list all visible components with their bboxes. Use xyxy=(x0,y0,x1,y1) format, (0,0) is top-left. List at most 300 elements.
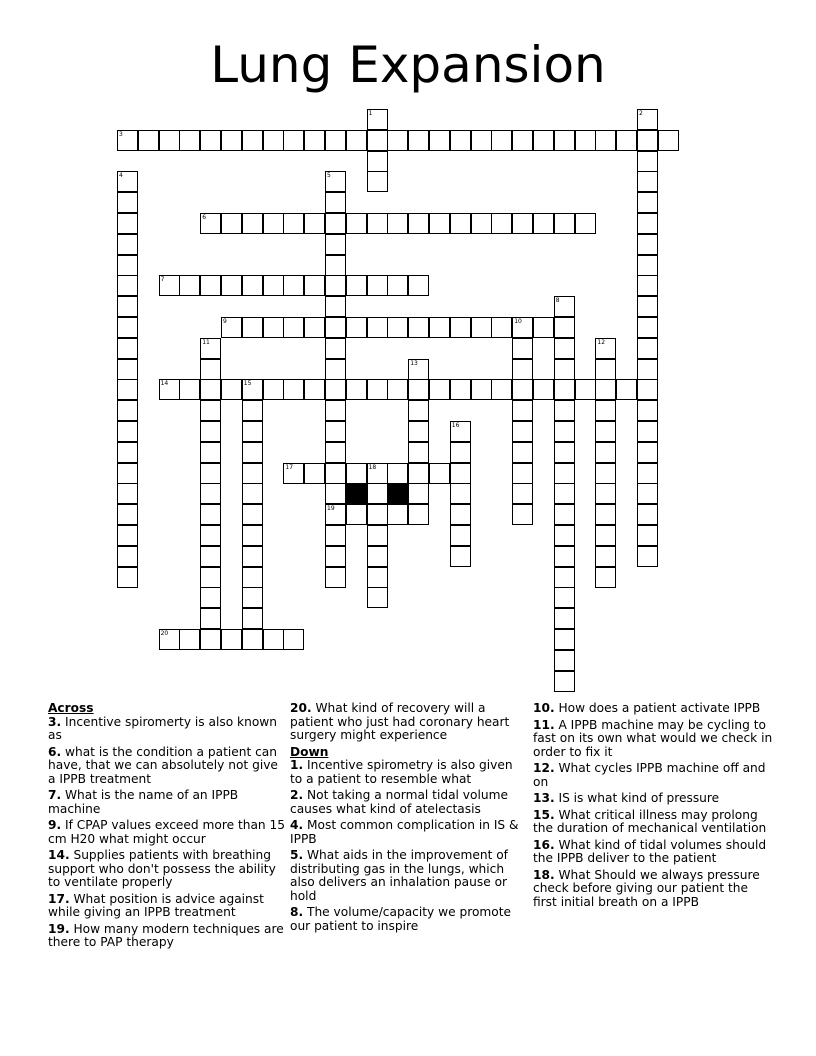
grid-cell[interactable] xyxy=(450,483,471,504)
grid-cell[interactable] xyxy=(595,379,616,400)
grid-cell[interactable] xyxy=(283,463,304,484)
grid-cell[interactable] xyxy=(200,338,221,359)
grid-cell[interactable] xyxy=(491,213,512,234)
grid-cell[interactable] xyxy=(117,234,138,255)
grid-cell[interactable] xyxy=(408,442,429,463)
clues-column-1 xyxy=(48,702,288,953)
grid-cell[interactable] xyxy=(304,379,325,400)
grid-cell[interactable] xyxy=(512,442,533,463)
grid-cell[interactable] xyxy=(429,317,450,338)
grid-cell[interactable] xyxy=(242,608,263,629)
grid-cell[interactable] xyxy=(117,442,138,463)
clue-down-13: 13. IS is what kind of pressure xyxy=(533,791,720,805)
grid-cell[interactable] xyxy=(117,171,138,192)
clue-across-20: 20. What kind of recovery will a patient who just had coronary heart surgery might experience xyxy=(290,701,510,742)
grid-cell[interactable] xyxy=(242,275,263,296)
grid-cell[interactable] xyxy=(242,483,263,504)
grid-cell[interactable] xyxy=(637,442,658,463)
grid-cell[interactable] xyxy=(491,379,512,400)
grid-cell[interactable] xyxy=(533,213,554,234)
grid-cell[interactable] xyxy=(325,234,346,255)
grid-cell[interactable] xyxy=(512,130,533,151)
grid-cell[interactable] xyxy=(595,338,616,359)
grid-cell[interactable] xyxy=(200,130,221,151)
grid-cell[interactable] xyxy=(554,587,575,608)
grid-cell[interactable] xyxy=(387,463,408,484)
cell-number: 20 xyxy=(160,630,169,637)
clue-across-14: 14. Supplies patients with breathing support who don't possess the ability to ventilate properly xyxy=(48,848,276,889)
grid-cell[interactable] xyxy=(512,379,533,400)
grid-cell[interactable] xyxy=(512,463,533,484)
grid-cell[interactable] xyxy=(429,463,450,484)
grid-cell[interactable] xyxy=(450,504,471,525)
cell-number: 18 xyxy=(368,463,377,471)
grid-cell[interactable] xyxy=(200,483,221,504)
grid-cell[interactable] xyxy=(242,421,263,442)
grid-cell[interactable] xyxy=(429,130,450,151)
grid-cell[interactable] xyxy=(117,567,138,588)
grid-cell[interactable] xyxy=(637,192,658,213)
grid-cell[interactable] xyxy=(450,130,471,151)
grid-cell[interactable] xyxy=(200,421,221,442)
cell-number: 15 xyxy=(243,380,252,388)
grid-cell[interactable] xyxy=(263,275,284,296)
grid-cell[interactable] xyxy=(283,213,304,234)
grid-cell[interactable] xyxy=(554,671,575,692)
clue-down-4: 4. Most common complication in IS & IPPB xyxy=(290,818,519,846)
grid-cell[interactable] xyxy=(242,567,263,588)
grid-cell[interactable] xyxy=(512,359,533,380)
grid-cell[interactable] xyxy=(242,317,263,338)
grid-cell[interactable] xyxy=(242,130,263,151)
grid-cell[interactable] xyxy=(554,296,575,317)
grid-cell[interactable] xyxy=(637,338,658,359)
cell-number: 14 xyxy=(160,380,169,388)
grid-cell[interactable] xyxy=(450,379,471,400)
clue-across-19: 19. How many modern techniques are there to PAP therapy xyxy=(48,921,284,949)
grid-cell[interactable] xyxy=(117,546,138,567)
grid-cell[interactable] xyxy=(242,525,263,546)
grid-cell[interactable] xyxy=(554,400,575,421)
grid-cell[interactable] xyxy=(554,338,575,359)
grid-cell[interactable] xyxy=(117,296,138,317)
grid-cell[interactable] xyxy=(429,213,450,234)
grid-cell[interactable] xyxy=(304,213,325,234)
grid-cell[interactable] xyxy=(325,275,346,296)
grid-cell[interactable] xyxy=(367,109,388,130)
grid-cell[interactable] xyxy=(471,379,492,400)
grid-cell[interactable] xyxy=(637,525,658,546)
grid-cell[interactable] xyxy=(221,130,242,151)
clue-down-18: 18. What Should we always pressure check before giving our patient the first initial breath on a IPPB xyxy=(533,867,760,909)
grid-cell[interactable] xyxy=(554,442,575,463)
grid-cell[interactable] xyxy=(637,379,658,400)
grid-cell[interactable] xyxy=(637,296,658,317)
clue-across-6: 6. what is the condition a patient can have, that we can absolutely not give a IPPB treatment xyxy=(48,744,278,786)
grid-cell[interactable] xyxy=(637,359,658,380)
grid-cell[interactable] xyxy=(117,379,138,400)
grid-cell[interactable] xyxy=(117,463,138,484)
grid-cell[interactable] xyxy=(429,379,450,400)
grid-cell[interactable] xyxy=(408,483,429,504)
across-heading: Across xyxy=(48,701,94,715)
grid-cell[interactable] xyxy=(117,400,138,421)
grid-cell[interactable] xyxy=(367,275,388,296)
grid-cell[interactable] xyxy=(554,567,575,588)
grid-cell[interactable] xyxy=(450,546,471,567)
clue-down-15: 15. What critical illness may prolong the duration of mechanical ventilation xyxy=(533,807,767,835)
grid-cell[interactable] xyxy=(595,525,616,546)
grid-cell[interactable] xyxy=(159,379,180,400)
grid-cell[interactable] xyxy=(512,338,533,359)
grid-cell[interactable] xyxy=(325,421,346,442)
grid-cell[interactable] xyxy=(554,504,575,525)
cell-number: 10 xyxy=(514,318,522,325)
grid-cell[interactable] xyxy=(325,338,346,359)
grid-cell[interactable] xyxy=(325,525,346,546)
clue-down-8: 8. The volume/capacity we promote our patient to inspire xyxy=(290,905,512,933)
clue-across-7: 7. What is the name of an IPPB machine xyxy=(48,788,239,816)
grid-cell[interactable] xyxy=(471,317,492,338)
grid-cell[interactable] xyxy=(637,317,658,338)
grid-cell[interactable] xyxy=(595,546,616,567)
grid-cell[interactable] xyxy=(512,421,533,442)
grid-cell[interactable] xyxy=(283,317,304,338)
grid-cell[interactable] xyxy=(283,130,304,151)
grid-cell[interactable] xyxy=(450,317,471,338)
grid-cell[interactable] xyxy=(595,359,616,380)
grid-cell[interactable] xyxy=(179,379,200,400)
grid-cell[interactable] xyxy=(304,463,325,484)
grid-cell[interactable] xyxy=(117,213,138,234)
grid-cell[interactable] xyxy=(325,379,346,400)
cell-number: 3 xyxy=(119,130,123,138)
grid-cell[interactable] xyxy=(346,213,367,234)
grid-cell[interactable] xyxy=(637,171,658,192)
grid-cell[interactable] xyxy=(575,379,596,400)
grid-cell[interactable] xyxy=(263,629,284,650)
grid-cell[interactable] xyxy=(117,525,138,546)
grid-cell[interactable] xyxy=(595,463,616,484)
grid-cell[interactable] xyxy=(408,421,429,442)
grid-cell[interactable] xyxy=(595,442,616,463)
grid-cell[interactable] xyxy=(242,442,263,463)
grid-cell[interactable] xyxy=(304,317,325,338)
grid-cell[interactable] xyxy=(637,463,658,484)
clues-column-3 xyxy=(533,702,773,912)
grid-cell[interactable] xyxy=(159,275,180,296)
grid-cell[interactable] xyxy=(242,400,263,421)
grid-cell[interactable] xyxy=(637,109,658,130)
grid-cell[interactable] xyxy=(179,275,200,296)
grid-cell[interactable] xyxy=(554,608,575,629)
grid-cell[interactable] xyxy=(242,546,263,567)
grid-cell[interactable] xyxy=(179,130,200,151)
grid-cell[interactable] xyxy=(512,213,533,234)
grid-cell[interactable] xyxy=(325,192,346,213)
grid-cell[interactable] xyxy=(408,130,429,151)
clue-down-11: 11. A IPPB machine may be cycling to fast on its own what would we check in order to fix it xyxy=(533,717,773,759)
grid-cell[interactable] xyxy=(200,400,221,421)
grid-cell[interactable] xyxy=(200,546,221,567)
grid-cell[interactable] xyxy=(346,379,367,400)
grid-cell[interactable] xyxy=(283,379,304,400)
grid-cell[interactable] xyxy=(367,130,388,151)
grid-cell[interactable] xyxy=(512,317,533,338)
grid-cell[interactable] xyxy=(346,130,367,151)
grid-cell[interactable] xyxy=(554,629,575,650)
grid-cell[interactable] xyxy=(616,379,637,400)
grid-cell[interactable] xyxy=(554,463,575,484)
clue-across-3: 3. Incentive spiromerty is also known as xyxy=(48,714,277,742)
grid-cell[interactable] xyxy=(367,317,388,338)
clue-down-12: 12. What cycles IPPB machine off and on xyxy=(533,761,766,789)
grid-cell[interactable] xyxy=(367,151,388,172)
grid-cell[interactable] xyxy=(450,442,471,463)
grid-cell[interactable] xyxy=(263,317,284,338)
grid-cell[interactable] xyxy=(554,421,575,442)
grid-cell[interactable] xyxy=(221,629,242,650)
grid-cell[interactable] xyxy=(325,171,346,192)
cell-number: 13 xyxy=(410,359,418,367)
grid-cell[interactable] xyxy=(221,213,242,234)
grid-cell[interactable] xyxy=(450,213,471,234)
grid-cell[interactable] xyxy=(387,275,408,296)
grid-cell[interactable] xyxy=(200,567,221,588)
grid-cell[interactable] xyxy=(117,255,138,276)
grid-cell[interactable] xyxy=(575,213,596,234)
grid-cell[interactable] xyxy=(325,359,346,380)
clue-across-17: 17. What position is advice against while giving an IPPB treatment xyxy=(48,891,264,919)
grid-cell[interactable] xyxy=(637,234,658,255)
grid-cell[interactable] xyxy=(491,130,512,151)
grid-cell[interactable] xyxy=(117,359,138,380)
clue-down-10: 10. How does a patient activate IPPB xyxy=(533,701,761,715)
grid-cell[interactable] xyxy=(367,504,388,525)
grid-cell[interactable] xyxy=(533,379,554,400)
cell-number: 8 xyxy=(555,297,560,305)
grid-cell[interactable] xyxy=(117,317,138,338)
grid-cell[interactable] xyxy=(242,463,263,484)
grid-cell[interactable] xyxy=(554,379,575,400)
grid-cell[interactable] xyxy=(658,130,679,151)
cell-number: 9 xyxy=(223,318,227,325)
grid-cell[interactable] xyxy=(554,130,575,151)
grid-cell[interactable] xyxy=(304,130,325,151)
clue-down-5: 5. What aids in the improvement of distributing gas in the lungs, which also delivers an inhalation pause or hold xyxy=(290,848,508,903)
grid-cell[interactable] xyxy=(637,504,658,525)
grid-cell[interactable] xyxy=(221,379,242,400)
grid-cell[interactable] xyxy=(637,400,658,421)
grid-cell[interactable] xyxy=(304,275,325,296)
grid-cell[interactable] xyxy=(346,463,367,484)
grid-cell[interactable] xyxy=(595,567,616,588)
grid-cell[interactable] xyxy=(533,317,554,338)
grid-cell[interactable] xyxy=(159,629,180,650)
grid-cell[interactable] xyxy=(387,317,408,338)
grid-cell[interactable] xyxy=(408,400,429,421)
grid-cell[interactable] xyxy=(325,546,346,567)
grid-cell[interactable] xyxy=(200,463,221,484)
grid-cell[interactable] xyxy=(595,400,616,421)
grid-cell[interactable] xyxy=(325,255,346,276)
grid-cell[interactable] xyxy=(595,504,616,525)
grid-cell[interactable] xyxy=(200,275,221,296)
grid-cell[interactable] xyxy=(242,587,263,608)
grid-cell[interactable] xyxy=(512,504,533,525)
grid-cell[interactable] xyxy=(346,504,367,525)
grid-cell[interactable] xyxy=(200,359,221,380)
grid-cell[interactable] xyxy=(595,421,616,442)
grid-cell[interactable] xyxy=(138,130,159,151)
grid-cell[interactable] xyxy=(283,275,304,296)
grid-cell[interactable] xyxy=(595,130,616,151)
grid-cell[interactable] xyxy=(263,213,284,234)
grid-cell[interactable] xyxy=(471,213,492,234)
grid-cell[interactable] xyxy=(200,504,221,525)
grid-cell[interactable] xyxy=(637,275,658,296)
grid-cell[interactable] xyxy=(408,317,429,338)
grid-cell[interactable] xyxy=(637,546,658,567)
grid-cell[interactable] xyxy=(346,275,367,296)
grid-cell[interactable] xyxy=(325,317,346,338)
grid-cell[interactable] xyxy=(200,213,221,234)
grid-cell[interactable] xyxy=(117,338,138,359)
grid-cell[interactable] xyxy=(346,317,367,338)
grid-cell[interactable] xyxy=(367,525,388,546)
grid-cell[interactable] xyxy=(512,400,533,421)
grid-cell[interactable] xyxy=(367,483,388,504)
grid-cell[interactable] xyxy=(367,587,388,608)
grid-cell[interactable] xyxy=(325,130,346,151)
grid-cell[interactable] xyxy=(117,192,138,213)
grid-cell[interactable] xyxy=(179,629,200,650)
cell-number: 16 xyxy=(451,422,460,429)
grid-cell[interactable] xyxy=(159,130,180,151)
clues-column-2 xyxy=(290,702,528,936)
grid-cell[interactable] xyxy=(325,504,346,525)
grid-cell[interactable] xyxy=(242,379,263,400)
grid-cell[interactable] xyxy=(554,359,575,380)
grid-cell[interactable] xyxy=(221,275,242,296)
grid-cell[interactable] xyxy=(263,379,284,400)
grid-cell[interactable] xyxy=(325,483,346,504)
grid-cell[interactable] xyxy=(450,463,471,484)
grid-cell[interactable] xyxy=(283,629,304,650)
grid-cell[interactable] xyxy=(200,379,221,400)
grid-cell[interactable] xyxy=(325,296,346,317)
puzzle-title: Lung Expansion xyxy=(210,36,606,94)
grid-cell[interactable] xyxy=(117,275,138,296)
clue-down-2: 2. Not taking a normal tidal volume causes what kind of atelectasis xyxy=(290,788,508,816)
cell-number: 19 xyxy=(327,505,335,513)
grid-block xyxy=(387,483,408,504)
grid-cell[interactable] xyxy=(325,400,346,421)
grid-cell[interactable] xyxy=(637,255,658,276)
grid-cell[interactable] xyxy=(263,130,284,151)
grid-cell[interactable] xyxy=(616,130,637,151)
grid-cell[interactable] xyxy=(554,483,575,504)
grid-cell[interactable] xyxy=(367,546,388,567)
grid-cell[interactable] xyxy=(367,567,388,588)
grid-cell[interactable] xyxy=(387,379,408,400)
grid-cell[interactable] xyxy=(637,213,658,234)
grid-cell[interactable] xyxy=(325,213,346,234)
cell-number: 12 xyxy=(597,338,606,346)
down-heading: Down xyxy=(290,744,329,759)
grid-cell[interactable] xyxy=(117,421,138,442)
grid-cell[interactable] xyxy=(242,213,263,234)
grid-cell[interactable] xyxy=(408,504,429,525)
grid-cell[interactable] xyxy=(450,421,471,442)
grid-cell[interactable] xyxy=(512,483,533,504)
grid-cell[interactable] xyxy=(367,213,388,234)
grid-cell[interactable] xyxy=(408,463,429,484)
grid-cell[interactable] xyxy=(367,379,388,400)
grid-cell[interactable] xyxy=(554,213,575,234)
clue-down-16: 16. What kind of tidal volumes should the IPPB deliver to the patient xyxy=(533,837,767,865)
grid-cell[interactable] xyxy=(595,483,616,504)
grid-cell[interactable] xyxy=(637,130,658,151)
cell-number: 11 xyxy=(202,338,210,346)
cell-number: 1 xyxy=(368,110,373,117)
grid-cell[interactable] xyxy=(200,442,221,463)
grid-cell[interactable] xyxy=(242,629,263,650)
cell-number: 4 xyxy=(119,172,123,180)
grid-cell[interactable] xyxy=(325,463,346,484)
grid-cell[interactable] xyxy=(325,442,346,463)
grid-cell[interactable] xyxy=(242,504,263,525)
grid-cell[interactable] xyxy=(408,359,429,380)
grid-cell[interactable] xyxy=(367,171,388,192)
clue-across-9: 9. If CPAP values exceed more than 15 cm H20 what might occur xyxy=(48,818,286,846)
grid-cell[interactable] xyxy=(554,317,575,338)
clue-down-1: 1. Incentive spirometry is also given to a patient to resemble what xyxy=(290,758,513,786)
grid-cell[interactable] xyxy=(637,421,658,442)
grid-cell[interactable] xyxy=(533,130,554,151)
grid-cell[interactable] xyxy=(387,504,408,525)
grid-cell[interactable] xyxy=(221,317,242,338)
grid-cell[interactable] xyxy=(200,629,221,650)
grid-cell[interactable] xyxy=(325,567,346,588)
grid-cell[interactable] xyxy=(408,379,429,400)
grid-cell[interactable] xyxy=(637,483,658,504)
grid-cell[interactable] xyxy=(200,608,221,629)
grid-cell[interactable] xyxy=(200,525,221,546)
grid-cell[interactable] xyxy=(554,546,575,567)
grid-cell[interactable] xyxy=(471,130,492,151)
grid-cell[interactable] xyxy=(408,275,429,296)
cell-number: 6 xyxy=(202,214,207,221)
cell-number: 7 xyxy=(160,276,165,284)
grid-block xyxy=(346,483,367,504)
grid-cell[interactable] xyxy=(554,650,575,671)
grid-cell[interactable] xyxy=(491,317,512,338)
grid-cell[interactable] xyxy=(408,213,429,234)
grid-cell[interactable] xyxy=(117,130,138,151)
grid-cell[interactable] xyxy=(450,525,471,546)
grid-cell[interactable] xyxy=(117,483,138,504)
grid-cell[interactable] xyxy=(387,130,408,151)
grid-cell[interactable] xyxy=(387,213,408,234)
grid-cell[interactable] xyxy=(575,130,596,151)
grid-cell[interactable] xyxy=(200,587,221,608)
grid-cell[interactable] xyxy=(554,525,575,546)
grid-cell[interactable] xyxy=(637,151,658,172)
cell-number: 5 xyxy=(327,172,331,180)
grid-cell[interactable] xyxy=(367,463,388,484)
grid-cell[interactable] xyxy=(117,504,138,525)
